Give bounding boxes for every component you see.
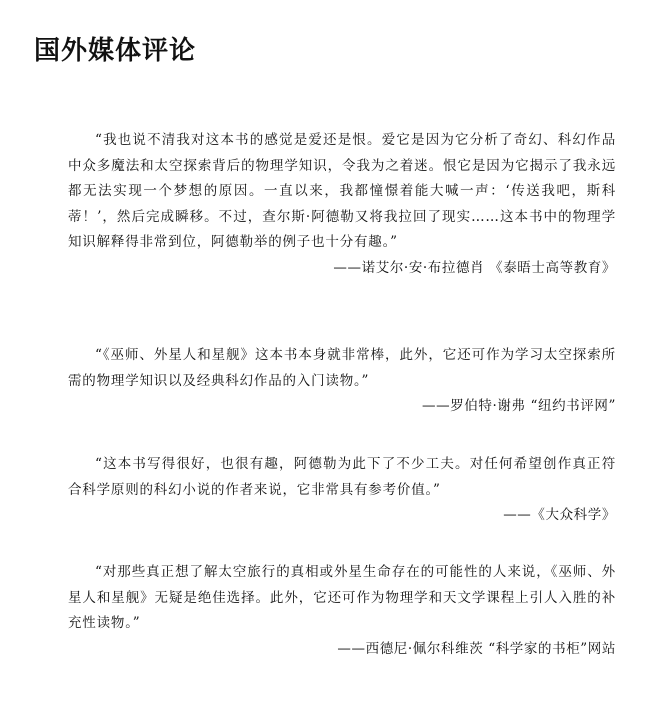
review-source: ——诺艾尔·安·布拉德肖 《泰晤士高等教育》 (333, 259, 616, 276)
review-source: ——《大众科学》 (503, 507, 616, 523)
review-source: ——西德尼·佩尔科维茨 “科学家的书柜”网站 (337, 640, 616, 657)
review-quote: “《巫师、外星人和星舰》这本书本身就非常棒，此外，它还可作为学习太空探索所需的物理学知识以及经典科幻作品的入门读物。” (68, 347, 616, 389)
review-quote: “我也说不清我对这本书的感觉是爱还是恨。爱它是因为它分析了奇幻、科幻作品中众多魔法和太空探索背后的物理学知识，令我为之着迷。恨它是因为它揭示了我永远都无法实现一个梦想的原因。一直以来，我都憧憬着能大喊一声：‘传送我吧，斯科蒂！’，然后完成瞬移。不过，查尔斯·阿德勒又将我拉回了现实……这本书中的物理学知识解释得非常到位，阿德勒举的例子也十分有趣。” (68, 132, 616, 250)
page-title: 国外媒体评论 (34, 36, 197, 66)
review-quote: “这本书写得很好，也很有趣，阿德勒为此下了不少工夫。对任何希望创作真正符合科学原则的科幻小说的作者来说，它非常具有参考价值。” (68, 456, 616, 498)
review-quote: “对那些真正想了解太空旅行的真相或外星生命存在的可能性的人来说，《巫师、外星人和星舰》无疑是绝佳选择。此外，它还可作为物理学和天文学课程上引人入胜的补充性读物。” (68, 564, 616, 631)
review-block (68, 452, 616, 528)
review-block (68, 560, 616, 662)
review-block (68, 343, 616, 419)
review-source: ——罗伯特·谢弗 “纽约书评网” (422, 398, 616, 414)
review-block (68, 128, 616, 281)
